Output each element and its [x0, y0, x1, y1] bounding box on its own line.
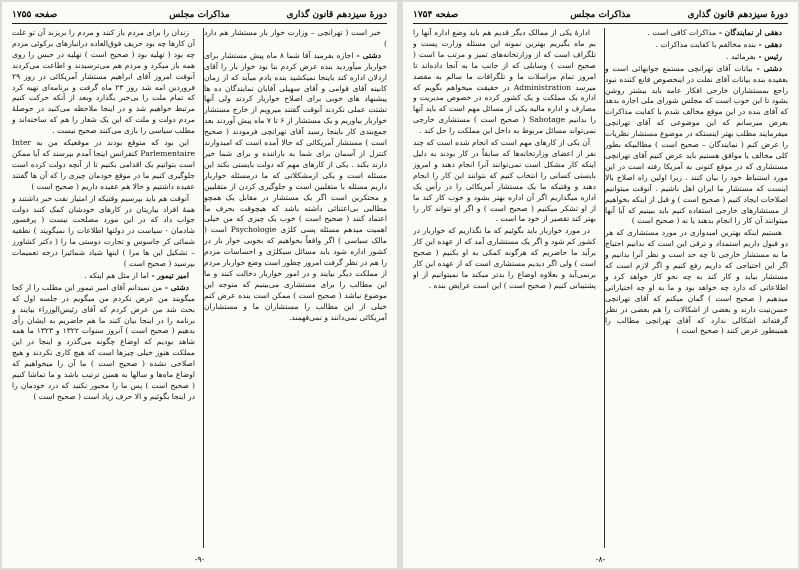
paragraph-text: آنوقت هم باید بپرسیم وقتیکه از امتیاز نفت خبر داشتند و همۀ افراد بیاریتان در کارهای خودشان کمک کنند دولت جواب داد که در این مورد مصلحت نیست ( پرفسور شادمان - سیاست در دولتها اطلاعات را نمیگویند ) نطقیه شمائی کر جاسوس و تجارت دوستی ما را ( دکتر کشاورز – تشکیل این ها مرا ) اینها شیاد شمائیرا درجه تعمیمات بپرسید ( صحیح است ) — [12, 193, 195, 269]
paragraph — [204, 28, 387, 50]
left-header-title: دورهٔ سیزدهم قانون گذاری — [286, 10, 387, 20]
paragraph — [605, 52, 788, 63]
paragraph — [12, 28, 195, 137]
left-header-section: مذاکرات مجلس — [169, 10, 230, 20]
right-header-section: مذاکرات مجلس — [570, 10, 631, 20]
paragraph-text: من نمیدانم آقای امیر تیمور این مطلب را از کجا میگویند من عرض نکردم من میگویم در جلسه اول که بحث شد من عرض کردم که آقای رئیس‌الوزراء بیایند و برنامه را در اینجا بیان کنند ما هم حاضریم به ایشان رأی بدهیم ( صحیح است ) آنروز سنوات ۱۳۲۲ و ۱۳۲۳ ما همه شاهد بودیم که اوضاع چگونه می‌گذرد و اینجا در این مملکت هنوز خیلی چیزها است که هیچ کاری نکردند و هیچ اصلاحی نشده ( صحیح است ) ما آن را میخواهیم که اوضاع ماه‌ها و سالها به همین ترتیب باشد و ما تماشا کنیم ( صحیح است ) پس ما را مجبور نکنید که درد خودمان را در اینجا بگوئیم و الا حرف زیاد است ( صحیح است ) — [12, 282, 195, 401]
paragraph-text: آن یکی از کارهای مهم است که انجام شده است که چند نفر از اعضای وزارتخانه‌ها که سابقاً در کار بودند به دلیل اینکه کار مشکل است نمی‌توانند آنرا انجام دهند و امروز بایستی کسانی را انتخاب کنیم که بتوانند این کار را انجام دهند و وقتیکه ما یک مستشار آمریکائی را در رأس یک اداره میگذاریم اگر آن اداره بهتر بشود و خوب کار کند ما از او تشکر میکنیم ( صحیح است ) و اگر او نتواند کار را بهتر کند تقصیر از خود ما است . — [413, 138, 596, 224]
paragraph — [605, 228, 788, 337]
paragraph-text: این بود که متوقع بودند در موقعیکه من به Inter Parlementaire کنفرانس اینجا آمدم بپرسند که آیا ممکن است بتوانیم یک اقدامی بکنیم تا از آنچه دولت کرده است جلوگیری کنیم ما در موقع خودمان چیزی را که آن ها گفتند عقیده داشتیم و حالا هم عقیده داریم ( صحیح است ) — [12, 138, 195, 191]
speaker-name: دشتی - — [353, 50, 381, 60]
paragraph — [413, 28, 596, 137]
speaker-name: دهقی ار نمایندگان - — [716, 28, 782, 37]
right-header-title: دورهٔ سیزدهم قانون گذاری — [687, 10, 788, 20]
paragraph-text: مذاکرات کافی است . — [647, 28, 717, 37]
speaker-name: امیر تیمور - — [148, 270, 189, 280]
paragraph-text: زندان را برای مردم باز کنند و مردم را بریزند آن تو علت آن کارها چه بود حریف فوق‌العاده درانبارهای برکوئی مردم چه بود ( تهلیه بود ( صحیح است ) تهلیه در حبس را روی همه باز میکرد و مردم هم می‌ترسیدند و اطاعت می‌کردند آنوقت امروز آقای ابراهیم مستشار آمریکائی در روز ۲۹ فروردین امه شد روز ۲۳ ماه گرفت و برنامه‌ای تهیه کرد که تمام ملت را بی‌خبر بگذارد وبعد از آنکه حرکت کنیم مرتبط خواهیم شد و در اینجا ملاحظه می‌کنید در حوصلۀ مردم دولت و ملت که این یک شعار را هم که ساخته‌اند و مطلب سیاسی را بازی می‌کنند صحیح نیست . — [12, 28, 195, 136]
right-page-footer: -۸- — [595, 555, 606, 564]
paragraph — [12, 194, 195, 270]
paragraph-text: خبر است ( تهرانچی – وزارت خوار بار مستشار هم دارد ) — [204, 28, 387, 48]
speaker-name: دشتی - — [162, 282, 189, 292]
paragraph-text: بیانات آقای تهرانچی مستمع جوابهائی است و بعقیده بنده بیانات آقای نفلت در اینخصوص قانع کننده نبود راجع بمستشاران خارجی افکار عامه باید بیشتر روشن بشود تا این خوب است که مجلس شورای ملی اجازه بدهد که آقای بنده در این موقع مخالف شدم با کفایت مذاکرات بعرض میرسانم که این موضوعی که آقای تهرانچی میفرمایند مطلب بهتر اینستکه در موضوع مستشار نظریات را عرض کنم ( نمایندگان – صحیح است ) مطالبیکه بطور کلی مخالف یا موافق هستیم باید عرض کنیم آقای تهرانچی مستشاری که در موقع کنونی به آمریکا رفته است در این مورد استنباط خود را بیان کنند . زیرا اولین راه اصلاح بالا اینست که مستشار ما ایران اهل باشیم . آنوقت میتوانیم اصلاحات ایجاد کنیم ( صحیح است ) و قبل از اینکه بخواهیم از مستشارهای خارجی استفاده کنیم باید ببینیم که آیا آنها میتوانند آن کار را انجام بدهند یا نه ( صحیح است ) — [605, 63, 788, 226]
paragraph-text: اجازه بفرمید آقا شما ۸ ماه پیش مستشار برای خواربار میآوردید بنده عرض کردم بنا بود خوار بار را آقای اردلان اداره کند باینجا نمیکشید بنده یادم میآید که از زمان کابینه آقای قوامی و آقای سهیلی آقایان نمایندگان ده ها پیشنهاد های خوبی برای اصلاح خواربار کردند ولی آنها تشتت عملی نکردند آنوقت گفتند میرویم از خارج مستشار خواربار بیاوریم و یک مستشار از ۶ تا ۷ ماه پیش آوردند بعد جمع‌بندی کار باینجا رسید آقای تهرانچی فرمودند ( صحیح است ) مستشار آمریکائی که حالا آمده است که امیدوارند کنترل از آسمان برای شما به باراننده و برای شما خیر دارند بکند . یکی از کارهای مهم که دولت بایستی بکند این مسئله است و یکی ازمشکلاتی که ما درمسئله خواربار داریم مسئله با متقلبین است و جلوگیری کردن از متقلبین و محتکرین است اگر یک مستشار در مقابل یک همچو مطالبی بی‌اعتنائی داشته باشد که هیچوقت بحرف ما اعتماد کنند ( صحیح است ) خوب یک چیزی که من خیلی اهمیت میدهم مسئله پسی کلژی Psychologie است ( مالک سیاسی ) اگر واقعاً بخواهیم که بخوبی خوار بار در کشور اداره شود باید مسائل سیکلژی و احساسات مردم را هم در نظر گرفت امروز چطور است وضع خواربار مردم از مملکت دیگر بیایند و در امور خواربار دخالت کنند و ما این مطالب را برای مستشاری می‌بینیم که متوجه این موضوع نباشد ( صحیح است ) ممکن است بنده عرض کنم خیلی از این مطالب را مستشاران ما و مستشاران آمریکائی نمی‌دانند و نمی‌فهمند. — [204, 50, 387, 322]
paragraph — [605, 40, 788, 51]
right-page-number: صفحه ۱۷۵۴ — [413, 10, 459, 20]
paragraph-text: در مورد خواربار باید بگوئیم که ما نگذاریم که خواربار در کشور کم شود و اگر یک مستشاری آمد که از عهده این کار برآید ما حاضریم که هرگونه کمکی به او بکنیم ( صحیح است ) ولی اگر دیدیم مستشاری است که از عهده این کار برنمی‌آید و بعلاوه اوضاع را بدتر میکند ما نمیتوانیم از او پشتیبانی کنیم ( صحیح است ) این است عرایض بنده . — [413, 226, 596, 290]
paragraph — [413, 226, 596, 291]
paragraph — [12, 283, 195, 403]
right-page-left-column — [413, 28, 596, 548]
paragraph-text: بنده مخالفم با کفایت مذاکرات . — [655, 39, 756, 49]
speaker-name: دهقی - — [756, 39, 782, 49]
paragraph — [12, 138, 195, 193]
left-page-footer: -۹- — [194, 555, 205, 564]
left-page — [2, 2, 397, 568]
left-page-right-column — [203, 28, 387, 548]
right-page-columns — [413, 28, 788, 548]
paragraph-text: اما از مثل هم اینکه . — [84, 270, 149, 280]
left-page-number: صفحه ۱۷۵۵ — [12, 10, 58, 20]
paragraph — [413, 138, 596, 225]
paragraph-text: هستیم اینکه بهترین امیدواری در مورد مستشاری که هر دو قبول داریم استمداد و ترقی این است که بدانیم احتیاج ما به مستشار خارجی تا چه حد است و نظر آنرا بدانیم و اگر این احتیاجی که داریم رفع کنیم و اگر لازم است که مستشار بیاید و کار کند به چه نحو کار خواهد کرد و اطلاعاتی که دارد چه خواهد بود و ما به او چه اختیاراتی میدهیم ( صحیح است ) گمان میکنم که آقای تهرانچی حسن‌نیت دارند و بعضی از اشکالات را هم بعضی در نظر گرفته‌اند اشکالی ندارد که آقای تهرانچی مطالب را همینطور عرض کنند ( صحیح است ) — [605, 228, 788, 336]
paragraph-text: بفرمائید . — [726, 51, 756, 61]
left-page-columns — [12, 28, 387, 548]
paragraph-text: ادارهٔ یکی از ممالک دیگر قدیم هم باید وضع اداره آنها را بم ماه بگیریم بهترین نمونه این مسئله وزارت پست و تلگراف است که از وزارتخانه‌های تمیز و مرتب ما است ( صحیح است ) وسایلی که از جانب ما به آنجا داده‌اند تا امروز تمام مراسلات ما و تلگرافات ما سالم به مقصد میرسد Administration در حقیقت میخواهم بگویم که اداره یک مملکت و یک کشور کرده در خصوص مدیریت و مصارف و اداره مالیه یکی از مسائل مهم است که باید آنها را بدانیم Sabotage ( صحیح است ) مستشاری خارجی نمی‌تواند مسائل مربوط به داخل این مملکت را حل کند . — [413, 28, 596, 136]
right-page — [403, 2, 798, 568]
right-page-right-column — [604, 28, 788, 548]
speaker-name: رئیس - — [755, 51, 782, 61]
paragraph — [605, 28, 788, 39]
paragraph — [204, 51, 387, 324]
right-page-header — [413, 10, 788, 24]
paragraph — [605, 64, 788, 228]
speaker-name: دشتی - — [752, 63, 782, 73]
left-page-left-column — [12, 28, 195, 548]
left-page-header — [12, 10, 387, 24]
paragraph — [12, 271, 195, 282]
